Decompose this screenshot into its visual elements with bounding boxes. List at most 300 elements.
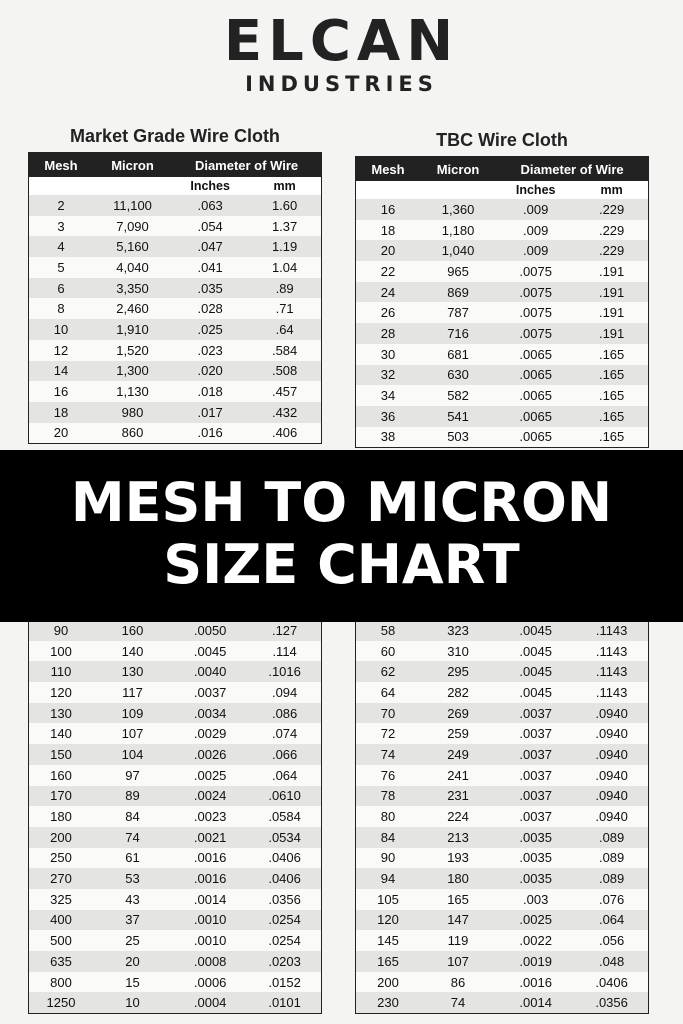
mm-cell: .0203 [268,953,301,969]
inches-cell: .003 [523,891,549,907]
mesh-cell: 10 [53,321,69,337]
micron-cell: 43 [125,891,140,907]
mm-cell: .229 [598,243,625,259]
mesh-cell: 70 [380,705,396,721]
mm-cell: .0534 [268,829,301,845]
mm-cell: .0584 [268,809,301,825]
mesh-cell: 76 [380,767,396,783]
header-inches: Inches [496,181,575,199]
table-row [29,402,322,423]
inches-cell: .0045 [519,684,552,700]
micron-cell: 295 [447,664,469,680]
table-row [356,661,649,682]
mm-cell: .094 [271,684,298,700]
inches-cell: .0010 [193,912,227,928]
micron-cell: 97 [125,767,140,783]
micron-cell: 5,160 [116,239,149,255]
inches-cell: .0016 [519,974,552,990]
header-mm: mm [575,181,648,199]
table-row [29,992,322,1013]
mesh-cell: 325 [50,891,72,907]
inches-cell: .0075 [519,263,552,279]
micron-cell: 37 [125,912,140,928]
mesh-cell: 16 [53,384,69,400]
micron-cell: 980 [121,404,144,420]
table-row [356,930,649,951]
inches-cell: .025 [197,321,223,337]
table-row [29,278,322,299]
mm-cell: .1143 [595,684,628,700]
inches-cell: .0025 [193,767,227,783]
table-row [29,806,322,827]
mm-cell: .089 [598,850,625,866]
micron-cell: 224 [447,809,469,825]
mesh-cell: 105 [377,891,399,907]
market-grade-lower-table [28,620,322,1014]
banner-line-2: SIZE CHART [163,533,520,596]
inches-cell: .018 [197,384,223,400]
micron-cell: 681 [447,346,469,362]
table-row [356,344,649,365]
mesh-cell: 120 [50,684,72,700]
inches-cell: .0065 [519,429,552,445]
table-row [356,848,649,869]
micron-cell: 3,350 [116,280,149,296]
mesh-cell: 58 [380,622,396,638]
table-row [356,302,649,323]
mesh-cell: 150 [50,746,72,762]
inches-cell: .0037 [519,788,552,804]
inches-cell: .0037 [519,809,552,825]
mm-cell: .0356 [595,995,628,1011]
header-mm: mm [248,177,321,195]
mm-cell: .64 [275,321,294,337]
table-row [356,427,649,448]
table-row [356,199,649,220]
mesh-cell: 18 [380,222,396,238]
mesh-cell: 30 [380,346,396,362]
mesh-cell: 16 [380,201,396,217]
mesh-cell: 635 [50,953,72,969]
mesh-cell: 18 [53,404,69,420]
micron-cell: 15 [125,974,140,990]
mesh-cell: 1250 [46,995,76,1011]
mm-cell: .064 [271,767,298,783]
micron-cell: 1,360 [441,201,475,217]
micron-cell: 241 [447,767,469,783]
inches-cell: .0014 [193,891,227,907]
mm-cell: .0940 [595,809,628,825]
mm-cell: .191 [598,325,625,341]
mesh-cell: 2 [57,197,65,213]
mm-cell: .229 [598,201,625,217]
mesh-cell: 14 [53,363,69,379]
micron-cell: 74 [125,829,140,845]
inches-cell: .0019 [519,953,552,969]
micron-cell: 180 [447,871,469,887]
micron-cell: 109 [121,705,144,721]
mesh-cell: 800 [50,974,72,990]
table-row [29,381,322,402]
inches-cell: .0065 [519,408,552,424]
inches-cell: .0026 [193,746,227,762]
mesh-cell: 38 [380,429,396,445]
inches-cell: .047 [197,239,223,255]
inches-cell: .0045 [519,643,552,659]
mm-cell: .0940 [595,705,628,721]
table-row [356,641,649,662]
micron-cell: 119 [447,933,469,949]
mm-cell: .584 [271,342,298,358]
inches-cell: .0065 [519,346,552,362]
inches-cell: .0021 [193,829,227,845]
table-row [356,972,649,993]
micron-cell: 869 [447,284,469,300]
header-mesh: Mesh [29,153,93,178]
mm-cell: .191 [598,284,625,300]
mesh-cell: 400 [50,912,72,928]
micron-cell: 7,090 [116,218,149,234]
inches-cell: .0035 [519,871,552,887]
table-row [29,889,322,910]
mesh-cell: 5 [57,259,65,275]
table-row [29,195,322,216]
table-row [356,786,649,807]
mm-cell: .114 [272,643,297,659]
mm-cell: .0406 [268,871,301,887]
mm-cell: .066 [271,746,298,762]
micron-cell: 193 [447,850,469,866]
mesh-cell: 22 [380,263,396,279]
market-grade-title: Market Grade Wire Cloth [70,126,280,146]
table-row [356,240,649,261]
micron-cell: 140 [121,643,144,659]
mesh-cell: 3 [57,218,65,234]
mm-cell: .432 [271,404,298,420]
table-row [356,365,649,386]
inches-cell: .0022 [519,933,552,949]
mm-cell: .0406 [268,850,301,866]
header-micron: Micron [420,157,496,182]
inches-cell: .0045 [519,622,552,638]
table-row [356,744,649,765]
micron-cell: 104 [121,746,144,762]
header-micron: Micron [93,153,172,178]
mesh-cell: 74 [380,746,396,762]
table-row [356,723,649,744]
header-mesh: Mesh [356,157,420,182]
table-row [29,703,322,724]
mm-cell: .457 [271,384,298,400]
micron-cell: 1,130 [116,384,149,400]
mesh-cell: 180 [50,809,72,825]
mesh-cell: 84 [380,829,396,845]
mesh-cell: 100 [50,643,72,659]
inches-cell: .0075 [519,305,552,321]
mm-cell: 1.19 [271,239,298,255]
tbc-lower-table [355,620,649,1014]
mesh-cell: 26 [380,305,396,321]
mm-cell: .165 [598,346,625,362]
mm-cell: .0940 [595,788,628,804]
micron-cell: 965 [447,263,469,279]
mm-cell: .229 [598,222,625,238]
table-row [356,806,649,827]
mm-cell: .89 [275,280,294,296]
micron-cell: 86 [450,974,466,990]
mm-cell: .165 [598,388,625,404]
micron-cell: 61 [125,850,140,866]
inches-cell: .0035 [519,850,552,866]
table-row [29,423,322,444]
micron-cell: 165 [447,891,469,907]
header-diameter: Diameter of Wire [172,153,321,178]
mm-cell: .406 [271,425,298,441]
inches-cell: .017 [197,404,223,420]
table-row [29,641,322,662]
mm-cell: .165 [598,408,625,424]
inches-cell: .0035 [519,829,552,845]
mesh-cell: 62 [380,664,396,680]
mm-cell: .0152 [268,974,301,990]
mm-cell: .0101 [268,995,301,1011]
table-row [29,298,322,319]
mesh-cell: 90 [380,850,396,866]
micron-cell: 630 [447,367,469,383]
table-row [29,661,322,682]
mm-cell: .191 [598,305,625,321]
mm-cell: .086 [271,705,298,721]
logo-subtitle: INDUSTRIES [245,72,438,96]
micron-cell: 716 [447,325,469,341]
mesh-cell: 94 [380,871,396,887]
inches-cell: .0050 [193,622,227,638]
mesh-cell: 60 [380,643,396,659]
table-row [356,951,649,972]
table-row [29,620,322,641]
micron-cell: 25 [125,933,140,949]
micron-cell: 282 [447,684,469,700]
micron-cell: 130 [121,664,144,680]
mm-cell: .0254 [268,912,301,928]
mm-cell: .089 [598,829,625,845]
micron-cell: 84 [125,809,140,825]
market-grade-table [28,152,322,444]
table-row [29,972,322,993]
micron-cell: 310 [447,643,469,659]
table-row [356,385,649,406]
micron-cell: 117 [122,684,143,700]
micron-cell: 231 [447,788,469,804]
table-row [29,786,322,807]
inches-cell: .0037 [519,726,552,742]
micron-cell: 1,040 [441,243,475,259]
inches-cell: .0037 [519,746,552,762]
micron-cell: 323 [447,622,469,638]
mesh-cell: 200 [377,974,399,990]
mesh-cell: 250 [50,850,72,866]
table-row [29,848,322,869]
inches-cell: .0008 [193,953,227,969]
mesh-cell: 8 [57,301,65,317]
micron-cell: 860 [121,425,144,441]
inches-cell: .0037 [519,767,552,783]
inches-cell: .009 [523,222,549,238]
mesh-cell: 130 [50,705,72,721]
mesh-cell: 145 [377,933,399,949]
micron-cell: 503 [447,429,469,445]
table-row [29,868,322,889]
mm-cell: .064 [598,912,625,928]
micron-cell: 53 [125,871,140,887]
mm-cell: .0254 [268,933,301,949]
inches-cell: .063 [197,197,223,213]
table-row [356,827,649,848]
inches-cell: .0065 [519,388,552,404]
mesh-cell: 270 [50,871,72,887]
inches-cell: .0037 [519,705,552,721]
inches-cell: .041 [197,259,223,275]
mm-cell: .1143 [595,643,628,659]
inches-cell: .009 [523,243,549,259]
mm-cell: .0406 [595,974,628,990]
header-diameter: Diameter of Wire [496,157,648,182]
inches-cell: .009 [523,201,549,217]
table-row [356,220,649,241]
inches-cell: .0023 [193,809,227,825]
tbc-title: TBC Wire Cloth [436,130,568,150]
table-row [356,868,649,889]
micron-cell: 1,910 [116,321,149,337]
mesh-cell: 72 [380,726,396,742]
inches-cell: .0034 [193,705,227,721]
inches-cell: .0037 [193,684,227,700]
mm-cell: .127 [271,622,298,638]
mesh-cell: 500 [50,933,72,949]
inches-cell: .0010 [193,933,227,949]
mm-cell: .1016 [268,664,301,680]
inches-cell: .023 [197,342,223,358]
inches-cell: .0065 [519,367,552,383]
tbc-lower-panel [355,620,649,1014]
mm-cell: .076 [598,891,625,907]
micron-cell: 1,520 [116,342,149,358]
mesh-cell: 120 [377,912,399,928]
table-row [29,216,322,237]
mesh-cell: 64 [380,684,396,700]
table-row [29,723,322,744]
micron-cell: 541 [447,408,469,424]
table-row [356,992,649,1013]
mesh-cell: 32 [380,367,396,383]
inches-cell: .0014 [519,995,552,1011]
tbc-panel [355,128,649,448]
inches-cell: .0045 [519,664,552,680]
mm-cell: .0940 [595,746,628,762]
banner-line-1: MESH TO MICRON [70,471,613,534]
mm-cell: .71 [275,301,294,317]
table-row [29,910,322,931]
mesh-cell: 140 [50,726,72,742]
mm-cell: .508 [271,363,298,379]
mesh-cell: 170 [50,788,72,804]
mesh-cell: 165 [377,953,399,969]
mm-cell: 1.37 [271,218,298,234]
micron-cell: 787 [447,305,469,321]
table-row [29,930,322,951]
micron-cell: 10 [125,995,140,1011]
mesh-cell: 20 [380,243,396,259]
table-row [356,282,649,303]
micron-cell: 89 [125,788,140,804]
table-row [29,361,322,382]
tbc-table [355,156,649,448]
table-row [29,765,322,786]
inches-cell: .0029 [193,726,227,742]
inches-cell: .020 [197,363,223,379]
mm-cell: .048 [598,953,625,969]
mesh-cell: 90 [53,622,69,638]
mesh-cell: 160 [50,767,72,783]
inches-cell: .0075 [519,284,552,300]
micron-cell: 1,300 [116,363,149,379]
micron-cell: 259 [447,726,469,742]
table-row [356,765,649,786]
inches-cell: .0040 [193,664,227,680]
mm-cell: .0356 [268,891,301,907]
mm-cell: .0940 [595,767,628,783]
table-row [356,261,649,282]
inches-cell: .028 [197,301,223,317]
mesh-cell: 110 [50,664,72,680]
title-banner [0,450,683,622]
mm-cell: .074 [271,726,298,742]
table-row [29,744,322,765]
micron-cell: 107 [121,726,144,742]
micron-cell: 2,460 [116,301,149,317]
mesh-cell: 20 [53,425,69,441]
mm-cell: .0940 [595,726,628,742]
table-row [356,889,649,910]
header-inches: Inches [172,177,248,195]
inches-cell: .0025 [519,912,552,928]
micron-cell: 107 [447,953,469,969]
table-row [29,257,322,278]
logo-name: ELCAN [223,9,460,74]
mm-cell: .089 [598,871,625,887]
table-row [356,703,649,724]
micron-cell: 582 [447,388,469,404]
micron-cell: 269 [447,705,469,721]
mm-cell: 1.60 [271,197,298,213]
elcan-logo [0,9,683,96]
micron-cell: 20 [125,953,140,969]
table-row [29,682,322,703]
mesh-cell: 78 [380,788,396,804]
table-row [29,827,322,848]
inches-cell: .0075 [519,325,552,341]
inches-cell: .0016 [193,871,227,887]
mesh-cell: 28 [380,325,396,341]
table-row [356,323,649,344]
micron-cell: 1,180 [441,222,475,238]
mm-cell: .0610 [268,788,301,804]
mesh-cell: 80 [380,809,396,825]
table-row [356,406,649,427]
table-row [29,236,322,257]
inches-cell: .0004 [193,995,227,1011]
micron-cell: 4,040 [116,259,149,275]
